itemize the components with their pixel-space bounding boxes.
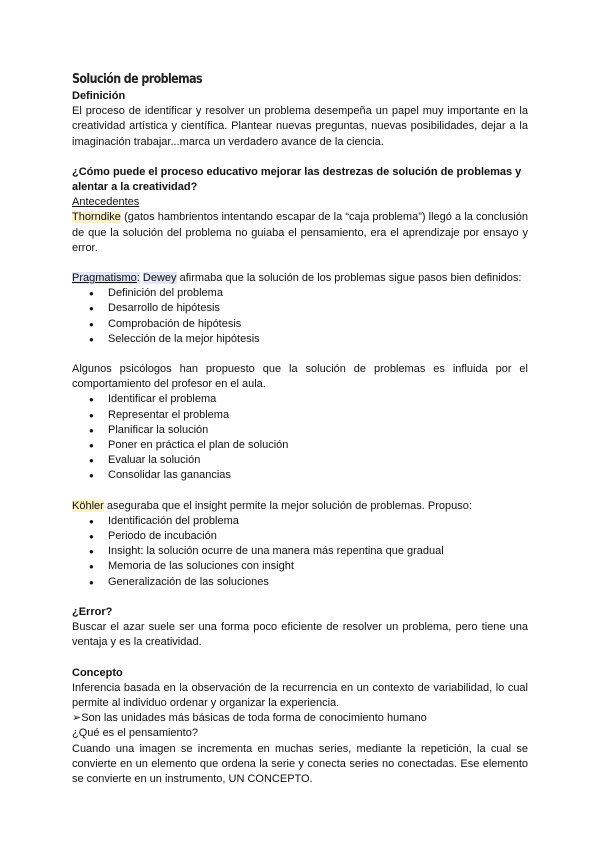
list-item: ● Poner en práctica el plan de solución: [72, 438, 528, 453]
antecedentes-subheading: Antecedentes: [72, 196, 140, 209]
list-item: ● Identificar el problema: [72, 392, 528, 407]
kohler-steps-list: [72, 514, 528, 590]
concepto-arrow-line: [72, 711, 528, 726]
list-item: ● Definición del problema: [72, 286, 528, 301]
list-item: ● Periodo de incubación: [72, 529, 528, 544]
concepto-text: Inferencia basada en la observación de la recurrencia en un contexto de variabilidad, lo cual permite al individuo ordenar y organizar la experiencia.: [72, 681, 528, 709]
error-heading: ¿Error?: [72, 605, 113, 618]
concepto-heading: Concepto: [72, 666, 123, 679]
list-item: ● Comprobación de hipótesis: [72, 317, 528, 332]
psicologos-text: Algunos psicólogos han propuesto que la solución de problemas es influida por el comportamiento del profesor en el aula.: [72, 363, 528, 391]
list-item: ● Consolidar las ganancias: [72, 468, 528, 483]
pragmatismo-text: afirmaba que la solución de los problemas sigue pasos bien definidos:: [176, 272, 522, 285]
arrow-bullet-icon: ➢: [72, 712, 82, 725]
list-item: ● Desarrollo de hipótesis: [72, 301, 528, 316]
list-item: ● Representar el problema: [72, 408, 528, 423]
kohler-text: aseguraba que el insight permite la mejor solución de problemas. Propuso:: [103, 499, 472, 512]
list-item: ● Insight: la solución ocurre de una manera más repentina que gradual: [72, 544, 528, 559]
document-title: Solución de problemas: [72, 71, 202, 87]
concepto-final-text: Cuando una imagen se incrementa en muchas series, mediante la repetición, la cual se convierte en un elemento que ordena la serie y conecta series no conectadas. Ese elemento se convierte en un instrumento, UN CONCEPTO.: [72, 742, 528, 785]
definicion-text: El proceso de identificar y resolver un problema desempeña un papel muy importante en la creatividad artística y científica. Plantear nuevas preguntas, nuevas posibilidades, dejar a la imaginación trabajar...marca un verdadero avance de la ciencia.: [72, 105, 528, 148]
error-text: Buscar el azar suele ser una forma poco eficiente de resolver un problema, pero tiene una ventaja y es la creatividad.: [72, 621, 528, 649]
list-item: ● Evaluar la solución: [72, 453, 528, 468]
psicologos-steps-list: [72, 392, 528, 483]
list-item: ● Memoria de las soluciones con insight: [72, 559, 528, 574]
question-heading: ¿Cómo puede el proceso educativo mejorar las destrezas de solución de problemas y alentar a la creatividad?: [72, 165, 522, 194]
dewey-steps-list: [72, 286, 528, 347]
concepto-arrow-text: Son las unidades más básicas de toda forma de conocimiento humano: [81, 712, 427, 725]
definicion-heading: Definición: [72, 90, 126, 102]
thorndike-text: (gatos hambrientos intentando escapar de la “caja problema”) llegó a la conclusión de que la solución del problema no guiaba el pensamiento, era el aprendizaje por ensayo y error.: [72, 211, 528, 254]
list-item: ● Selección de la mejor hipótesis: [72, 332, 528, 347]
pensamiento-question: ¿Qué es el pensamiento?: [72, 727, 198, 740]
pragmatismo-paragraph: [72, 271, 528, 286]
list-item: ● Planificar la solución: [72, 423, 528, 438]
thorndike-name: Thorndike: [72, 211, 121, 224]
pragmatismo-colon: :: [136, 272, 140, 285]
kohler-paragraph: [72, 499, 528, 514]
pragmatismo-label: Pragmatismo: [72, 272, 137, 285]
list-item: ● Generalización de las soluciones: [72, 575, 528, 590]
list-item: ● Identificación del problema: [72, 514, 528, 529]
kohler-name: Köhler: [72, 499, 104, 512]
thorndike-paragraph: [72, 210, 528, 256]
dewey-name: Dewey: [142, 272, 177, 285]
